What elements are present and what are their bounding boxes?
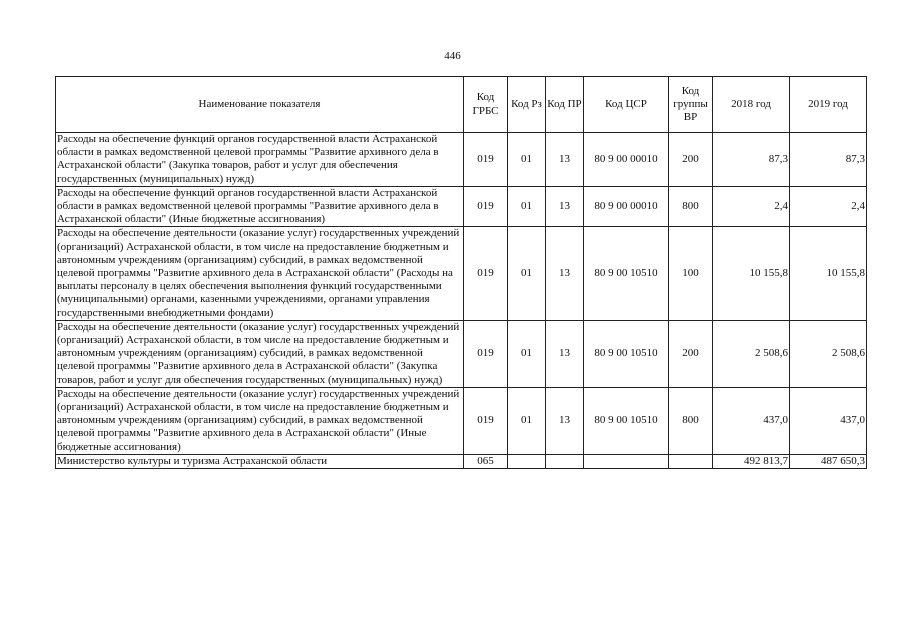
col-header-grbs: Код ГРБС xyxy=(464,77,508,133)
row-rz: 01 xyxy=(508,186,546,227)
row-2018: 2 508,6 xyxy=(713,320,790,387)
row-rz: 01 xyxy=(508,320,546,387)
row-pr: 13 xyxy=(546,320,584,387)
row-2019: 87,3 xyxy=(790,133,867,187)
table-row xyxy=(56,133,867,187)
row-csr xyxy=(584,454,669,468)
row-name: Расходы на обеспечение функций органов государственной власти Астраханской области в рамках ведомственной целевой программы "Развитие архивного дела в Астраханской области" (Иные бюджетные ассигнования) xyxy=(56,186,464,227)
row-csr: 80 9 00 10510 xyxy=(584,320,669,387)
row-2019: 2 508,6 xyxy=(790,320,867,387)
row-vr: 200 xyxy=(669,133,713,187)
col-header-2019: 2019 год xyxy=(790,77,867,133)
row-vr: 800 xyxy=(669,186,713,227)
row-name: Расходы на обеспечение деятельности (оказание услуг) государственных учреждений (организаций) Астраханской области, в том числе на предоставление бюджетным и автономным учреждениям (организациям) субсидий, в рамках ведомственной целевой программы "Развитие архивного дела в Астраханской области" (Закупка товаров, работ и услуг для обеспечения государственных (муниципальных) нужд) xyxy=(56,320,464,387)
row-grbs: 019 xyxy=(464,387,508,454)
col-header-2018: 2018 год xyxy=(713,77,790,133)
row-vr xyxy=(669,454,713,468)
row-vr: 200 xyxy=(669,320,713,387)
table-row-total xyxy=(56,454,867,468)
row-rz: 01 xyxy=(508,227,546,320)
row-name: Расходы на обеспечение деятельности (оказание услуг) государственных учреждений (организаций) Астраханской области, в том числе на предоставление бюджетным и автономным учреждениям (организациям) субсидий, в рамках ведомственной целевой программы "Развитие архивного дела в Астраханской области" (Иные бюджетные ассигнования) xyxy=(56,387,464,454)
col-header-csr: Код ЦСР xyxy=(584,77,669,133)
row-pr xyxy=(546,454,584,468)
row-grbs: 019 xyxy=(464,133,508,187)
row-csr: 80 9 00 10510 xyxy=(584,227,669,320)
row-2018: 2,4 xyxy=(713,186,790,227)
row-name: Министерство культуры и туризма Астраханской области xyxy=(56,454,464,468)
row-vr: 800 xyxy=(669,387,713,454)
table-header-row xyxy=(56,77,867,133)
row-csr: 80 9 00 10510 xyxy=(584,387,669,454)
row-grbs: 019 xyxy=(464,186,508,227)
table-row xyxy=(56,387,867,454)
page-number: 446 xyxy=(444,50,461,62)
row-2018: 492 813,7 xyxy=(713,454,790,468)
row-grbs: 019 xyxy=(464,227,508,320)
row-name: Расходы на обеспечение функций органов государственной власти Астраханской области в рамках ведомственной целевой программы "Развитие архивного дела в Астраханской области" (Закупка товаров, работ и услуг для обеспечения государственных (муниципальных) нужд) xyxy=(56,133,464,187)
row-pr: 13 xyxy=(546,227,584,320)
row-2019: 437,0 xyxy=(790,387,867,454)
table-row xyxy=(56,227,867,320)
row-pr: 13 xyxy=(546,387,584,454)
budget-table xyxy=(55,76,867,469)
row-rz xyxy=(508,454,546,468)
row-2018: 10 155,8 xyxy=(713,227,790,320)
col-header-vr: Код группы ВР xyxy=(669,77,713,133)
row-vr: 100 xyxy=(669,227,713,320)
col-header-name: Наименование показателя xyxy=(56,77,464,133)
col-header-pr: Код ПР xyxy=(546,77,584,133)
row-2019: 10 155,8 xyxy=(790,227,867,320)
table-row xyxy=(56,320,867,387)
row-csr: 80 9 00 00010 xyxy=(584,133,669,187)
row-pr: 13 xyxy=(546,186,584,227)
row-rz: 01 xyxy=(508,387,546,454)
row-2018: 437,0 xyxy=(713,387,790,454)
row-pr: 13 xyxy=(546,133,584,187)
col-header-rz: Код Рз xyxy=(508,77,546,133)
row-2019: 487 650,3 xyxy=(790,454,867,468)
row-grbs: 065 xyxy=(464,454,508,468)
row-name: Расходы на обеспечение деятельности (оказание услуг) государственных учреждений (организаций) Астраханской области, в том числе на предоставление бюджетным и автономным учреждениям (организациям) субсидий, в рамках ведомственной целевой программы "Развитие архивного дела в Астраханской области" (Расходы на выплаты персоналу в целях обеспечения выполнения функций государственными (муниципальными) органами, казенными учреждениями, органами управления государственными внебюджетными фондами) xyxy=(56,227,464,320)
row-2019: 2,4 xyxy=(790,186,867,227)
row-2018: 87,3 xyxy=(713,133,790,187)
row-csr: 80 9 00 00010 xyxy=(584,186,669,227)
table-row xyxy=(56,186,867,227)
row-rz: 01 xyxy=(508,133,546,187)
row-grbs: 019 xyxy=(464,320,508,387)
